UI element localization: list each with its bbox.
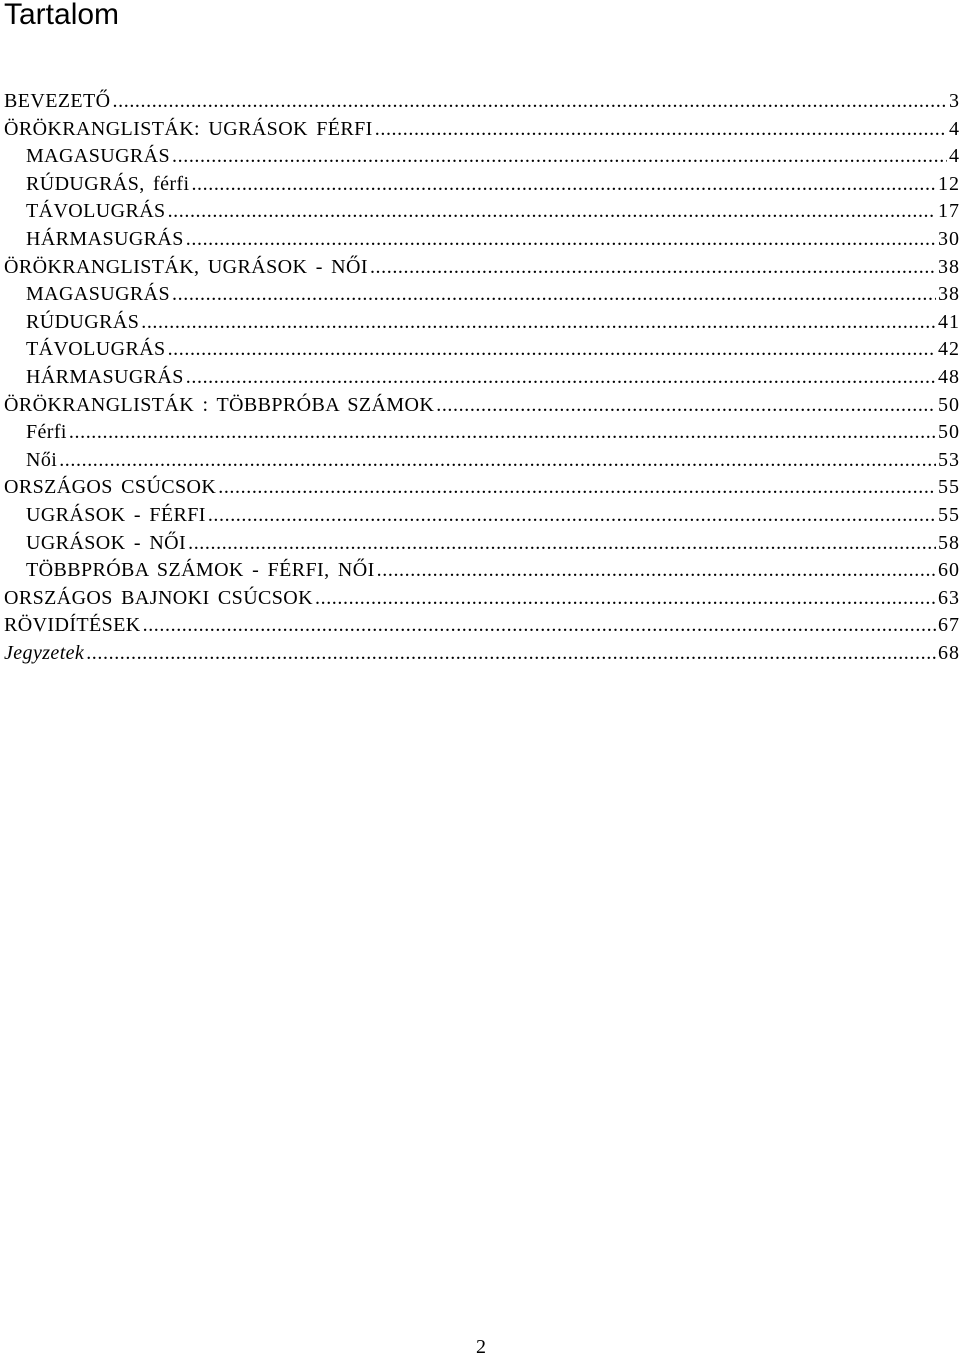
toc-entry-page: 58 xyxy=(938,531,960,554)
toc-entry[interactable] xyxy=(0,640,960,668)
toc-entry-label: ÖRÖKRANGLISTÁK: UGRÁSOK FÉRFI xyxy=(4,117,373,140)
toc-entry-label: Férfi xyxy=(26,421,67,444)
toc-entry-label: ORSZÁGOS BAJNOKI CSÚCSOK xyxy=(4,586,313,609)
toc-leader xyxy=(315,585,936,613)
toc-leader xyxy=(141,309,936,337)
toc-entry[interactable] xyxy=(0,447,960,475)
toc-leader xyxy=(377,557,936,585)
toc-entry-label: Jegyzetek xyxy=(4,641,85,664)
toc-entry-page: 38 xyxy=(938,255,960,278)
toc-leader xyxy=(375,116,947,144)
toc-entry[interactable] xyxy=(0,502,960,530)
toc-entry-page: 30 xyxy=(938,227,960,250)
toc-entry[interactable] xyxy=(0,474,960,502)
toc-entry-label: RÚDUGRÁS, férfi xyxy=(26,172,190,195)
toc-entry[interactable] xyxy=(0,309,960,337)
toc-entry-page: 4 xyxy=(949,145,960,168)
toc-leader xyxy=(218,474,936,502)
toc-entry-label: UGRÁSOK - NŐI xyxy=(26,531,187,554)
toc-leader xyxy=(436,392,936,420)
toc-leader xyxy=(172,143,947,171)
toc-entry-label: MAGASUGRÁS xyxy=(26,283,171,306)
toc-leader xyxy=(69,419,936,447)
toc-leader xyxy=(191,171,936,199)
toc-leader xyxy=(143,612,936,640)
toc-entry-label: RÖVIDÍTÉSEK xyxy=(4,614,141,637)
toc-entry-page: 50 xyxy=(938,393,960,416)
toc-leader xyxy=(370,254,936,282)
toc-entry[interactable] xyxy=(0,392,960,420)
toc-entry-page: 4 xyxy=(949,117,960,140)
toc-entry-label: UGRÁSOK - FÉRFI xyxy=(26,503,206,526)
toc-entry[interactable] xyxy=(0,336,960,364)
toc-entry-page: 50 xyxy=(938,421,960,444)
toc-entry[interactable] xyxy=(0,143,960,171)
toc-entry-page: 17 xyxy=(938,200,960,223)
toc-entry[interactable] xyxy=(0,198,960,226)
toc-entry-label: ÖRÖKRANGLISTÁK : TÖBBPRÓBA SZÁMOK xyxy=(4,393,435,416)
toc-leader xyxy=(168,198,936,226)
page-number: 2 xyxy=(476,1336,486,1358)
toc-entry[interactable] xyxy=(0,116,960,144)
toc-entry[interactable] xyxy=(0,254,960,282)
toc-entry[interactable] xyxy=(0,530,960,558)
toc-entry[interactable] xyxy=(0,419,960,447)
toc-entry[interactable] xyxy=(0,88,960,116)
toc-entry-page: 63 xyxy=(938,586,960,609)
toc-entry-page: 48 xyxy=(938,365,960,388)
toc-entry-label: MAGASUGRÁS xyxy=(26,145,171,168)
toc-entry-page: 12 xyxy=(938,172,960,195)
toc-entry-label: TÖBBPRÓBA SZÁMOK - FÉRFI, NŐI xyxy=(26,559,375,582)
toc-leader xyxy=(188,530,936,558)
toc-entry[interactable] xyxy=(0,171,960,199)
toc-entry-label: TÁVOLUGRÁS xyxy=(26,200,166,223)
toc-leader xyxy=(172,281,936,309)
page-title: Tartalom xyxy=(4,0,120,31)
toc-entry[interactable] xyxy=(0,281,960,309)
toc-leader xyxy=(186,364,936,392)
toc-entry-page: 3 xyxy=(949,90,960,112)
toc-entry-page: 55 xyxy=(938,503,960,526)
toc-entry[interactable] xyxy=(0,612,960,640)
toc-entry-label: TÁVOLUGRÁS xyxy=(26,338,166,361)
toc-entry[interactable] xyxy=(0,364,960,392)
toc-entry-label: HÁRMASUGRÁS xyxy=(26,365,184,388)
toc-entry-label: RÚDUGRÁS xyxy=(26,310,140,333)
toc-entry-page: 42 xyxy=(938,338,960,361)
toc-leader xyxy=(59,447,936,475)
table-of-contents xyxy=(0,88,960,667)
toc-entry-label: BEVEZETŐ xyxy=(4,90,111,112)
toc-entry-page: 60 xyxy=(938,559,960,582)
toc-leader xyxy=(208,502,936,530)
toc-entry-page: 38 xyxy=(938,283,960,306)
toc-entry-page: 68 xyxy=(938,641,960,664)
toc-entry[interactable] xyxy=(0,226,960,254)
toc-entry-label: ORSZÁGOS CSÚCSOK xyxy=(4,476,217,499)
toc-entry-label: ÖRÖKRANGLISTÁK, UGRÁSOK - NŐI xyxy=(4,255,368,278)
toc-leader xyxy=(168,336,936,364)
toc-leader xyxy=(186,226,936,254)
toc-entry-label: Női xyxy=(26,448,58,471)
toc-entry[interactable] xyxy=(0,585,960,613)
toc-entry-page: 41 xyxy=(938,310,960,333)
toc-leader xyxy=(86,640,936,668)
toc-leader xyxy=(113,88,947,116)
toc-entry-page: 53 xyxy=(938,448,960,471)
toc-entry[interactable] xyxy=(0,557,960,585)
toc-entry-label: HÁRMASUGRÁS xyxy=(26,227,184,250)
toc-entry-page: 67 xyxy=(938,614,960,637)
toc-entry-page: 55 xyxy=(938,476,960,499)
